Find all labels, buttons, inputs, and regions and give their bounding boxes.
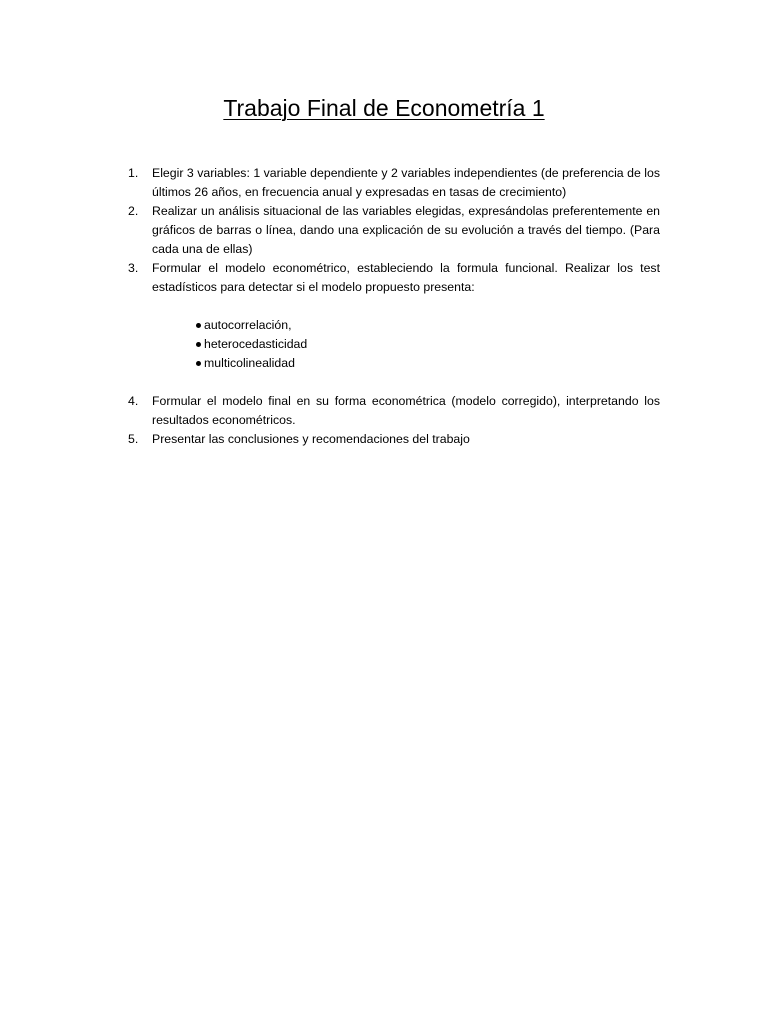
task-list xyxy=(128,164,660,449)
sub-bullet-item xyxy=(152,335,660,354)
list-item xyxy=(128,392,660,430)
list-item-text: Formular el modelo final en su forma econométrica (modelo corregido), interpretando los resultados econométricos. xyxy=(152,394,660,427)
list-item xyxy=(128,430,660,449)
list-item-number: 4. xyxy=(128,394,139,408)
list-item-number: 2. xyxy=(128,204,139,218)
list-item xyxy=(128,202,660,259)
list-item-number: 5. xyxy=(128,432,139,446)
list-item-text: Presentar las conclusiones y recomendaciones del trabajo xyxy=(152,432,470,446)
sub-bullet-text: multicolinealidad xyxy=(204,356,295,370)
list-item xyxy=(128,164,660,202)
list-item-text: Formular el modelo econométrico, estableciendo la formula funcional. Realizar los test estadísticos para detectar si el modelo propuesto presenta: xyxy=(152,261,660,294)
sub-bullet-list xyxy=(152,316,660,373)
bullet-icon xyxy=(196,323,201,328)
sub-bullet-text: heterocedasticidad xyxy=(204,337,308,351)
sub-bullet-item xyxy=(152,354,660,373)
bullet-icon xyxy=(196,361,201,366)
list-item-number: 1. xyxy=(128,166,139,180)
list-item-text: Realizar un análisis situacional de las variables elegidas, expresándolas preferentemente en gráficos de barras o línea, dando una explicación de su evolución a través del tiempo. (Para cada una de ellas) xyxy=(152,204,660,256)
page-title: Trabajo Final de Econometría 1 xyxy=(223,95,545,121)
list-item-text: Elegir 3 variables: 1 variable dependiente y 2 variables independientes (de preferencia de los últimos 26 años, en frecuencia anual y expresadas en tasas de crecimiento) xyxy=(152,166,660,199)
list-item xyxy=(128,259,660,373)
sub-bullet-text: autocorrelación, xyxy=(204,318,292,332)
sub-bullet-item xyxy=(152,316,660,335)
bullet-icon xyxy=(196,342,201,347)
list-item-number: 3. xyxy=(128,261,139,275)
